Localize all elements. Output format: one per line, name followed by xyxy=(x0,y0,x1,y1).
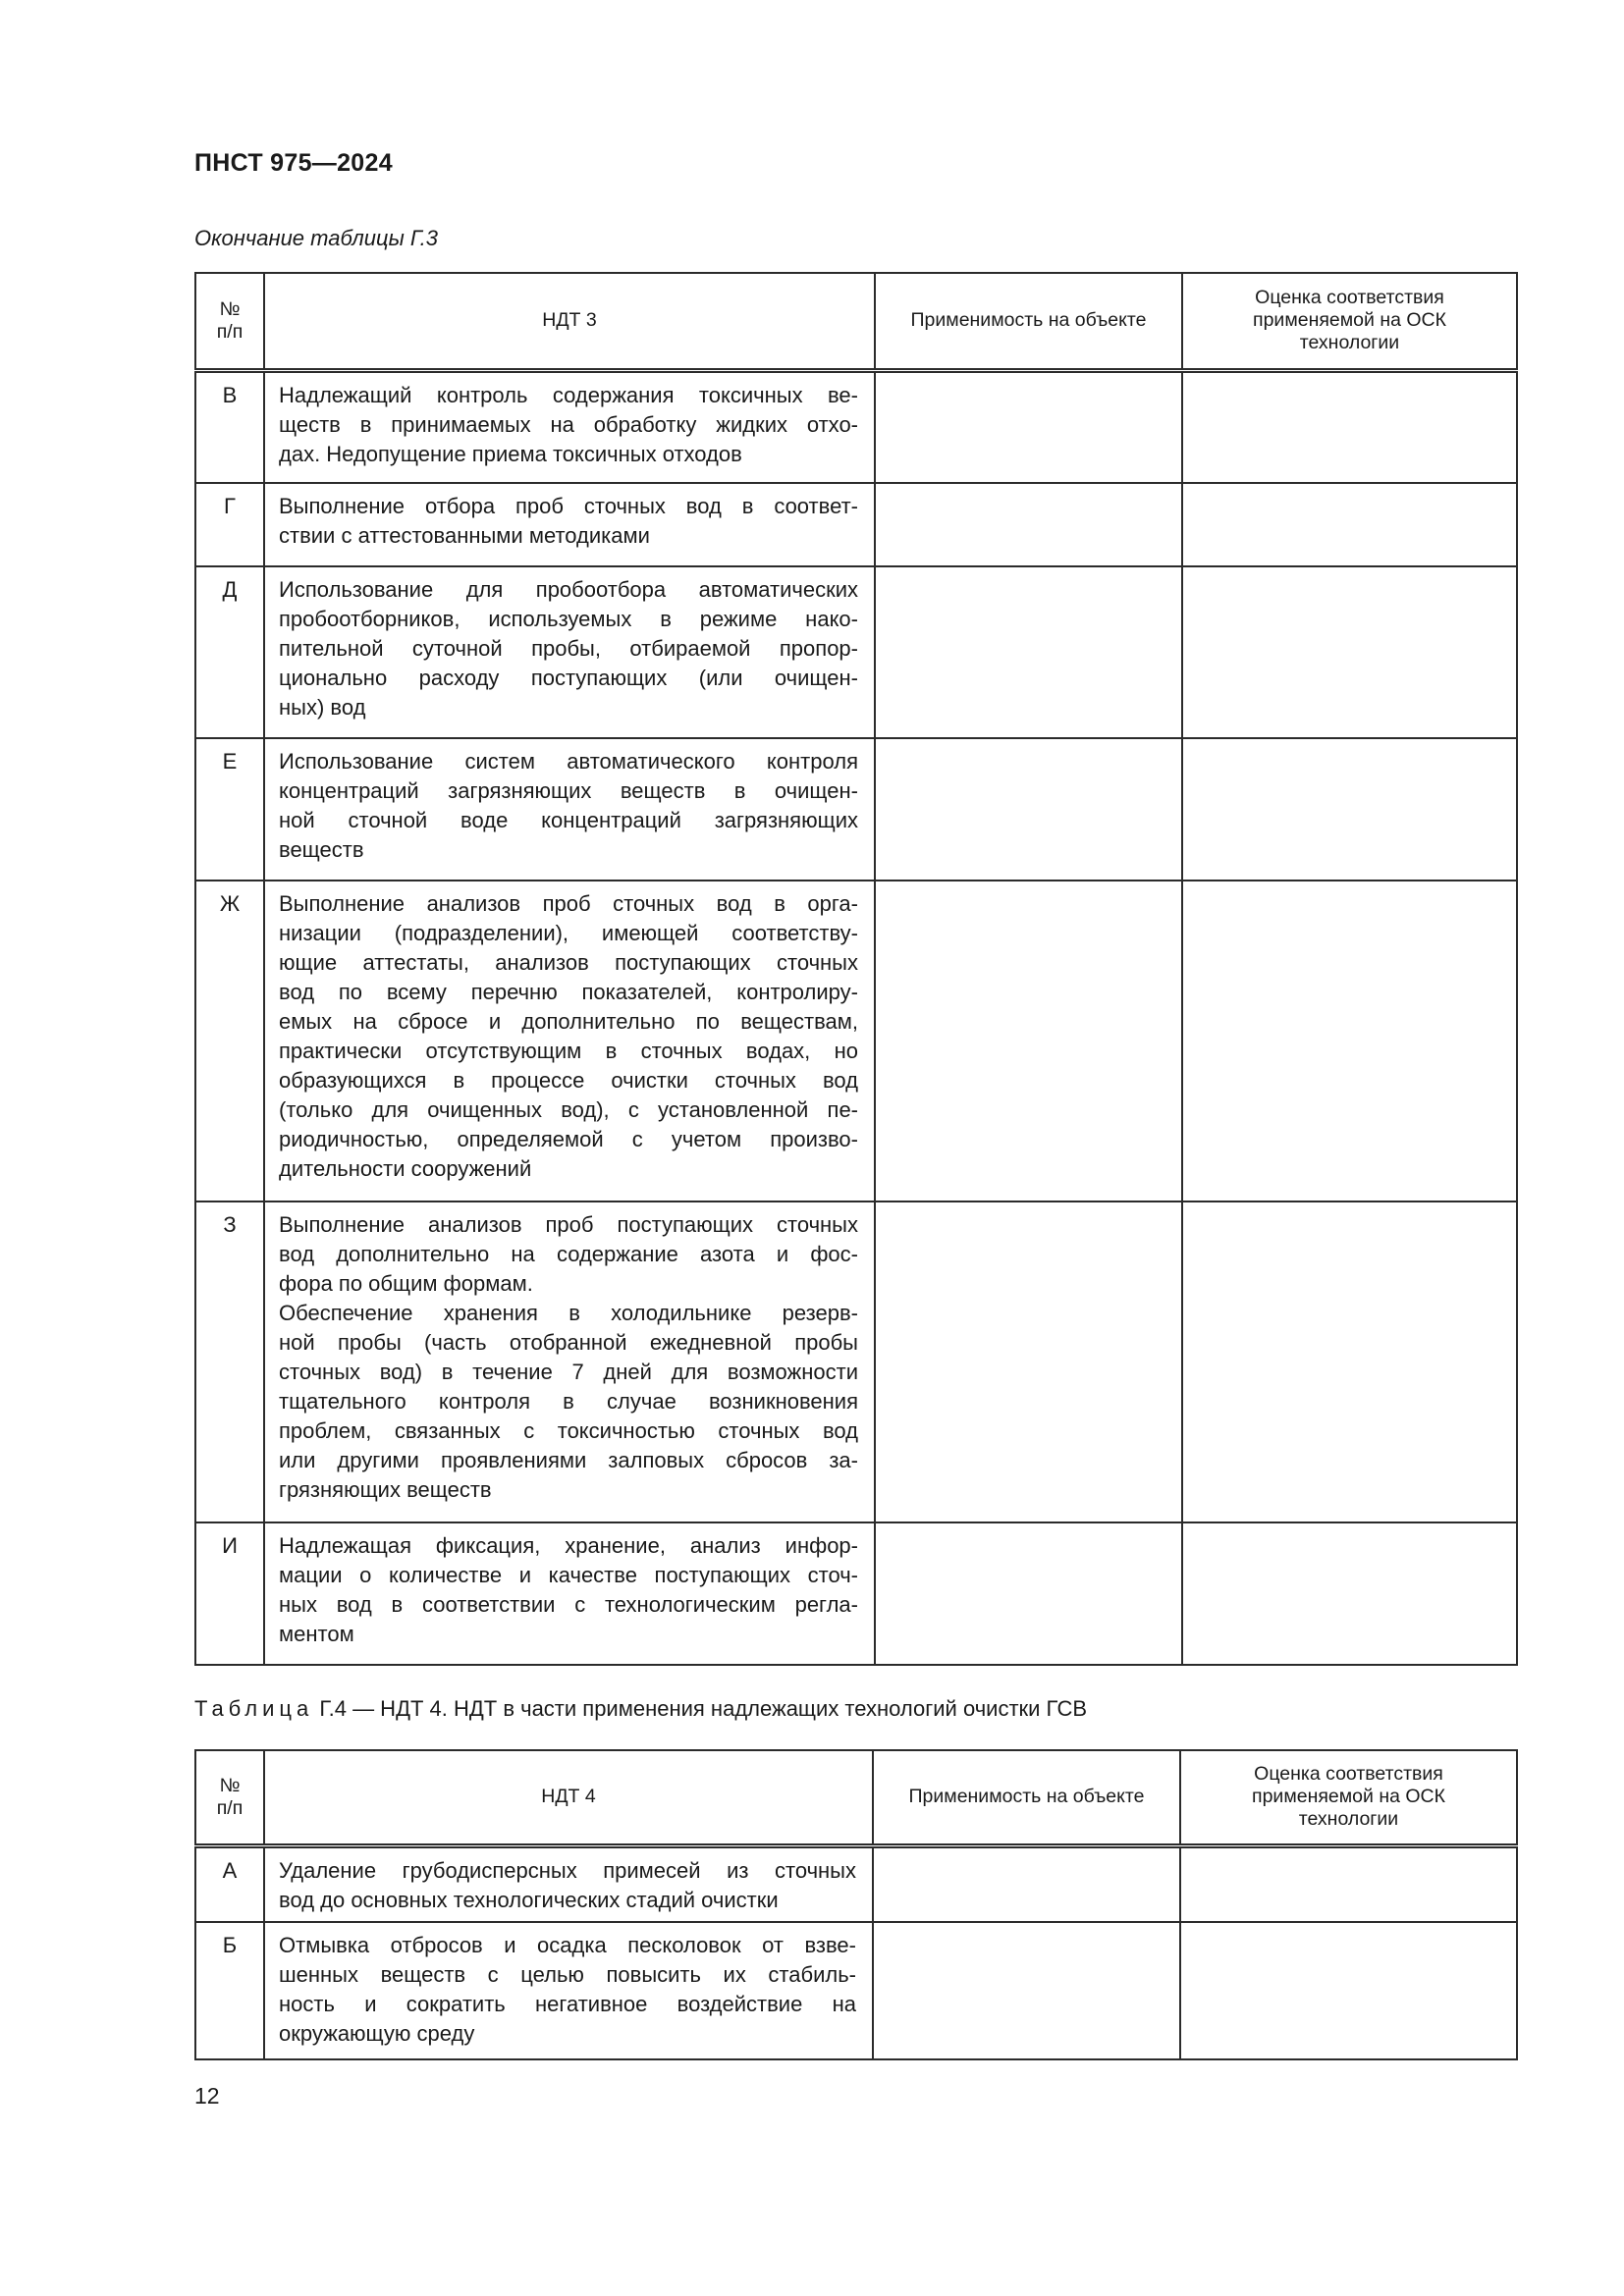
row-id: А xyxy=(195,1845,264,1922)
text-line: Надлежащая фиксация, хранение, анализ инфор- xyxy=(279,1533,858,1558)
row-ndt-text xyxy=(264,370,875,483)
text-line: Отмывка отбросов и осадка песколовок от взве- xyxy=(279,1933,856,1957)
text-line: тщательного контроля в случае возникновения xyxy=(279,1389,858,1414)
table-g3 xyxy=(194,272,1518,1666)
row-id: З xyxy=(195,1201,264,1522)
row-assessment-cell xyxy=(1180,1845,1517,1922)
text-line: Удаление грубодисперсных примесей из сточных xyxy=(279,1857,856,1883)
header-assessment-line-2: применяемой на ОСК xyxy=(1253,309,1446,332)
page-number: 12 xyxy=(194,2083,220,2109)
row-applicability-cell xyxy=(875,370,1182,483)
text-line: ной пробы (часть отобранной ежедневной пробы xyxy=(279,1330,858,1355)
document-code: ПНСТ 975—2024 xyxy=(194,149,393,177)
row-id: В xyxy=(195,370,264,483)
table-row xyxy=(195,370,1517,483)
text-line: дительности сооружений xyxy=(279,1156,532,1181)
text-line: дах. Недопущение приема токсичных отходов xyxy=(279,441,742,466)
text-line: Выполнение анализов проб сточных вод в орга- xyxy=(279,891,858,916)
row-applicability-cell xyxy=(875,1201,1182,1522)
row-assessment-cell xyxy=(1182,370,1517,483)
table-row xyxy=(195,566,1517,738)
header-assessment-line-3: технологии xyxy=(1299,332,1400,354)
header-num-line-1: № xyxy=(219,1774,241,1796)
table-row xyxy=(195,881,1517,1201)
header-ndt: НДТ 3 xyxy=(264,273,875,370)
row-assessment-cell xyxy=(1182,483,1517,566)
table-row xyxy=(195,1922,1517,2059)
row-applicability-cell xyxy=(873,1922,1180,2059)
row-assessment-cell xyxy=(1182,738,1517,881)
text-line: веществ xyxy=(279,837,364,862)
row-ndt-text xyxy=(264,881,875,1201)
row-id: Д xyxy=(195,566,264,738)
row-assessment-cell xyxy=(1182,566,1517,738)
row-ndt-text xyxy=(264,1201,875,1522)
header-num xyxy=(195,1750,264,1845)
row-assessment-cell xyxy=(1182,1201,1517,1522)
text-line: грязняющих веществ xyxy=(279,1477,492,1502)
row-id: И xyxy=(195,1522,264,1665)
text-line: вод дополнительно на содержание азота и фос- xyxy=(279,1242,858,1266)
row-ndt-text xyxy=(264,566,875,738)
row-ndt-text xyxy=(264,1922,873,2059)
table-row xyxy=(195,738,1517,881)
text-line: вод по всему перечню показателей, контролиру- xyxy=(279,980,858,1004)
header-ndt: НДТ 4 xyxy=(264,1750,873,1845)
row-assessment-cell xyxy=(1182,1522,1517,1665)
table-4-caption-prefix: Таблица xyxy=(194,1696,314,1721)
row-id: Б xyxy=(195,1922,264,2059)
row-assessment-cell xyxy=(1182,881,1517,1201)
row-ndt-text xyxy=(264,483,875,566)
header-num-line-1: № xyxy=(219,297,241,320)
row-id: Ж xyxy=(195,881,264,1201)
text-line: мации о количестве и качестве поступающих сточ- xyxy=(279,1563,858,1587)
row-assessment-cell xyxy=(1180,1922,1517,2059)
row-applicability-cell xyxy=(875,881,1182,1201)
header-num-line-2: п/п xyxy=(216,1796,244,1819)
text-line: проблем, связанных с токсичностью сточных вод xyxy=(279,1418,858,1443)
text-line: Выполнение анализов проб поступающих сточных xyxy=(279,1212,858,1237)
row-id: Е xyxy=(195,738,264,881)
row-applicability-cell xyxy=(875,483,1182,566)
text-line: вод до основных технологических стадий очистки xyxy=(279,1887,779,1912)
text-line: Обеспечение хранения в холодильнике резерв- xyxy=(279,1301,858,1325)
text-line: ществ в принимаемых на обработку жидких отхо- xyxy=(279,411,858,437)
text-line: ных вод в соответствии с технологическим регла- xyxy=(279,1592,858,1617)
text-line: Использование для пробоотбора автоматических xyxy=(279,577,858,602)
header-applicability: Применимость на объекте xyxy=(875,273,1182,370)
row-applicability-cell xyxy=(875,566,1182,738)
header-assessment xyxy=(1180,1750,1517,1845)
row-id: Г xyxy=(195,483,264,566)
text-line: ной сточной воде концентраций загрязняющих xyxy=(279,808,858,832)
row-ndt-text xyxy=(264,738,875,881)
text-line: ционально расходу поступающих (или очищен- xyxy=(279,666,858,690)
row-ndt-text xyxy=(264,1845,873,1922)
text-line: концентраций загрязняющих веществ в очищен- xyxy=(279,778,858,803)
text-line: ментом xyxy=(279,1622,354,1646)
table-row xyxy=(195,1845,1517,1922)
table-3-continuation-caption: Окончание таблицы Г.3 xyxy=(194,226,438,250)
text-line: ющие аттестаты, анализов поступающих сточных xyxy=(279,950,858,975)
table-row xyxy=(195,1522,1517,1665)
header-assessment-line-3: технологии xyxy=(1298,1808,1399,1831)
header-assessment-line-1: Оценка соответствия xyxy=(1254,1763,1443,1786)
row-applicability-cell xyxy=(873,1845,1180,1922)
text-line: Использование систем автоматического контроля xyxy=(279,749,858,774)
table-row xyxy=(195,483,1517,566)
text-line: шенных веществ с целью повысить их стабиль- xyxy=(279,1962,856,1987)
header-assessment xyxy=(1182,273,1517,370)
table-4-caption xyxy=(194,1696,1087,1722)
text-line: емых на сбросе и дополнительно по веществам, xyxy=(279,1009,858,1034)
text-line: сточных вод) в течение 7 дней для возможности xyxy=(279,1360,858,1384)
row-ndt-text xyxy=(264,1522,875,1665)
text-line: ность и сократить негативное воздействие на xyxy=(279,1992,856,2016)
text-line: (только для очищенных вод), с установленной пе- xyxy=(279,1097,858,1122)
text-line: Надлежащий контроль содержания токсичных ве- xyxy=(279,382,858,407)
text-line: или другими проявлениями залповых сбросов за- xyxy=(279,1448,858,1472)
row-applicability-cell xyxy=(875,738,1182,881)
row-applicability-cell xyxy=(875,1522,1182,1665)
header-num-line-2: п/п xyxy=(216,320,244,343)
table-g3-body xyxy=(195,370,1517,1665)
header-assessment-line-2: применяемой на ОСК xyxy=(1252,1786,1445,1808)
text-line: пробоотборников, используемых в режиме нако- xyxy=(279,607,858,631)
text-line: риодичностью, определяемой с учетом произво- xyxy=(279,1127,858,1151)
text-line: ных) вод xyxy=(279,695,366,720)
header-applicability: Применимость на объекте xyxy=(873,1750,1180,1845)
table-g4-body xyxy=(195,1845,1517,2059)
table-g4 xyxy=(194,1749,1518,2060)
header-num xyxy=(195,273,264,370)
text-line: практически отсутствующим в сточных водах, но xyxy=(279,1039,858,1063)
text-line: Выполнение отбора проб сточных вод в соответ- xyxy=(279,494,858,518)
text-line: фора по общим формам. xyxy=(279,1271,533,1296)
text-line: образующихся в процессе очистки сточных вод xyxy=(279,1068,858,1093)
table-4-caption-text: Г.4 — НДТ 4. НДТ в части применения надлежащих технологий очистки ГСВ xyxy=(313,1696,1088,1721)
table-row xyxy=(195,1201,1517,1522)
text-line: ствии с аттестованными методиками xyxy=(279,523,650,548)
header-assessment-line-1: Оценка соответствия xyxy=(1255,287,1444,309)
text-line: низации (подразделении), имеющей соответству- xyxy=(279,921,858,945)
text-line: окружающую среду xyxy=(279,2021,475,2046)
text-line: пительной суточной пробы, отбираемой пропор- xyxy=(279,636,858,661)
